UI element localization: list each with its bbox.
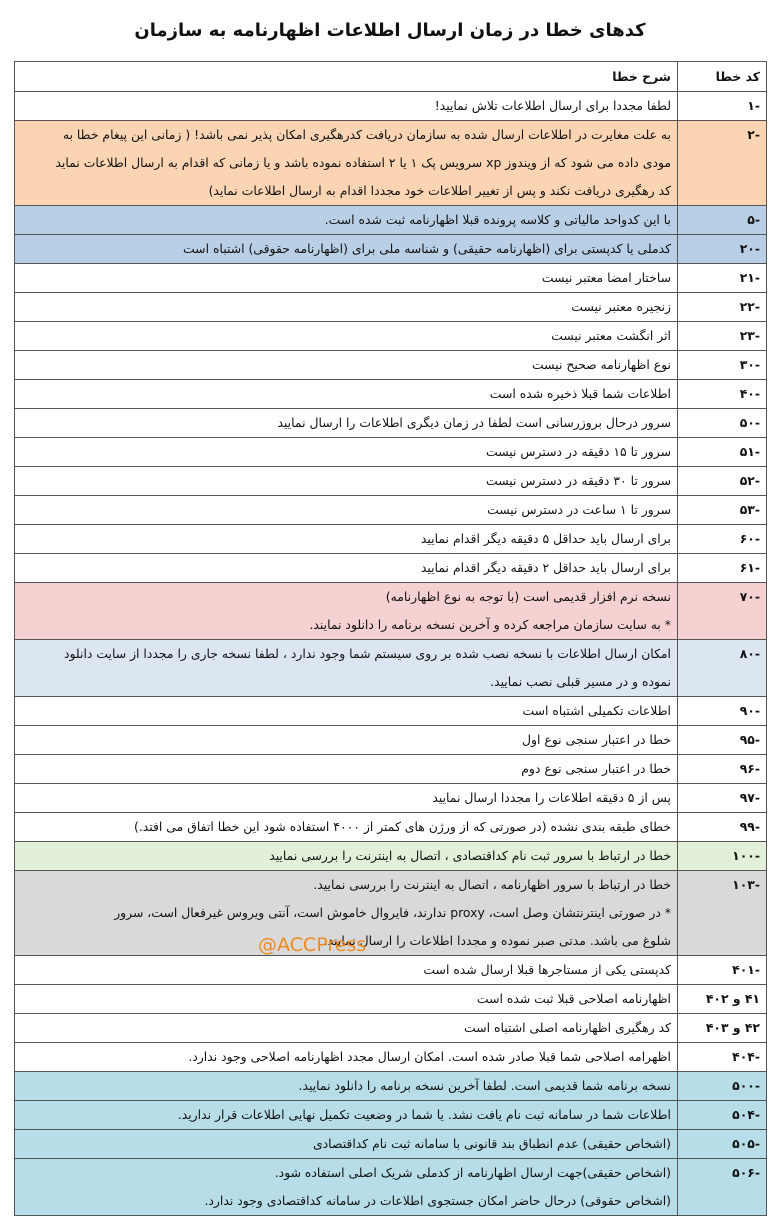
- error-code-cell: -۷۰: [678, 583, 767, 640]
- error-description-cell: [15, 380, 678, 409]
- error-codes-table: [14, 61, 767, 1216]
- description-line: کد رهگیری دریافت نکند و پس از تغییر اطلاعات خود مجددا اقدام به ارسال اطلاعات نماید): [208, 183, 671, 198]
- page-title: کدهای خطا در زمان ارسال اطلاعات اظهارنامه به سازمان: [134, 19, 646, 41]
- error-code-cell: ۴۱ و ۴۰۲: [678, 985, 767, 1014]
- description-line: نسخه نرم افزار قدیمی است (با توجه به نوع اظهارنامه): [385, 589, 671, 604]
- description-line: خطای طبقه بندی نشده (در صورتی که از ورژن های کمتر از ۴۰۰۰ استفاده شود این خطا اتفاق می افتد.): [133, 819, 671, 834]
- description-line: امکان ارسال اطلاعات با نسخه نصب شده بر روی سیستم شما وجود ندارد ، لطفا نسخه جاری را مجددا از سایت دانلود: [63, 646, 671, 661]
- description-line: اطلاعات شما در سامانه ثبت نام یافت نشد. یا شما در وضعیت تکمیل نهایی اطلاعات قرار ندارید.: [177, 1107, 671, 1122]
- error-code-cell: -۹۶: [678, 755, 767, 784]
- description-line: (اشخاص حقیقی) عدم انطباق بند قانونی با سامانه ثبت نام کداقتصادی: [312, 1136, 671, 1151]
- table-row: [15, 121, 767, 206]
- description-line: با این کدواحد مالیاتی و کلاسه پرونده قبلا اظهارنامه ثبت شده است.: [324, 212, 671, 227]
- error-description-cell: [15, 755, 678, 784]
- description-line: برای ارسال باید حداقل ۲ دقیقه دیگر اقدام نمایید: [420, 560, 671, 575]
- description-line: خطا در اعتبار سنجی نوع اول: [522, 732, 671, 747]
- error-description-cell: [15, 525, 678, 554]
- description-line: زنجیره معتبر نیست: [571, 299, 671, 314]
- error-code-cell: -۱: [678, 92, 767, 121]
- description-line: خطا در اعتبار سنجی نوع دوم: [521, 761, 671, 776]
- error-description-cell: [15, 842, 678, 871]
- table-row: [15, 640, 767, 697]
- table-header-row: [15, 62, 767, 92]
- table-row: [15, 842, 767, 871]
- table-row: [15, 784, 767, 813]
- table-row: [15, 697, 767, 726]
- table-row: [15, 755, 767, 784]
- error-code-cell: -۵۰۴: [678, 1101, 767, 1130]
- description-line: اظهرامه اصلاحی شما قبلا صادر شده است. امکان ارسال مجدد اظهارنامه اصلاحی وجود ندارد.: [188, 1049, 671, 1064]
- description-line: اثر انگشت معتبر نیست: [551, 328, 671, 343]
- error-code-cell: -۹۵: [678, 726, 767, 755]
- table-row: [15, 1043, 767, 1072]
- table-row: [15, 583, 767, 640]
- error-description-cell: [15, 1072, 678, 1101]
- description-line: * به سایت سازمان مراجعه کرده و آخرین نسخه برنامه را دانلود نمایند.: [309, 617, 671, 632]
- table-row: [15, 985, 767, 1014]
- error-description-cell: [15, 554, 678, 583]
- error-code-cell: -۹۰: [678, 697, 767, 726]
- error-code-cell: -۲: [678, 121, 767, 206]
- error-code-cell: -۶۰: [678, 525, 767, 554]
- table-row: [15, 1159, 767, 1216]
- error-description-cell: [15, 121, 678, 206]
- error-description-cell: [15, 264, 678, 293]
- description-line: خطا در ارتباط با سرور ثبت نام کداقتصادی ، اتصال به اینترنت را بررسی نمایید: [269, 848, 671, 863]
- table-row: [15, 322, 767, 351]
- error-code-cell: -۵۱: [678, 438, 767, 467]
- table-row: [15, 1072, 767, 1101]
- error-code-cell: -۴۰: [678, 380, 767, 409]
- error-description-cell: [15, 956, 678, 985]
- error-description-cell: [15, 293, 678, 322]
- description-line: سرور تا ۱ ساعت در دسترس نیست: [487, 502, 671, 517]
- error-description-cell: [15, 813, 678, 842]
- error-code-cell: -۱۰۰: [678, 842, 767, 871]
- error-code-cell: -۴۰۴: [678, 1043, 767, 1072]
- error-description-cell: [15, 467, 678, 496]
- error-code-cell: -۹۷: [678, 784, 767, 813]
- error-description-cell: [15, 726, 678, 755]
- description-line: کد رهگیری اظهارنامه اصلی اشتباه است: [464, 1020, 671, 1035]
- error-description-cell: [15, 206, 678, 235]
- error-code-cell: -۳۰: [678, 351, 767, 380]
- error-description-cell: [15, 697, 678, 726]
- description-line: سرور تا ۳۰ دقیقه در دسترس نیست: [486, 473, 671, 488]
- error-code-cell: -۹۹: [678, 813, 767, 842]
- description-line: ساختار امضا معتبر نیست: [541, 270, 671, 285]
- table-row: [15, 956, 767, 985]
- error-code-cell: -۴۰۱: [678, 956, 767, 985]
- description-line: برای ارسال باید حداقل ۵ دقیقه دیگر اقدام نمایید: [420, 531, 671, 546]
- error-description-cell: [15, 438, 678, 467]
- error-code-cell: ۴۲ و ۴۰۳: [678, 1014, 767, 1043]
- error-description-cell: [15, 1130, 678, 1159]
- table-row: [15, 1014, 767, 1043]
- description-line: * در صورتی اینترنتشان وصل است، proxy ندارند، فایروال خاموش است، آنتی ویروس غیرفعال است، سرور: [114, 905, 671, 920]
- description-line: سرور درحال بروزرسانی است لطفا در زمان دیگری اطلاعات را ارسال نمایید: [277, 415, 671, 430]
- description-line: نموده و در مسیر قبلی نصب نمایید.: [490, 674, 671, 689]
- error-code-cell: -۱۰۳: [678, 871, 767, 956]
- table-row: [15, 438, 767, 467]
- table-row: [15, 351, 767, 380]
- description-line: کدملی یا کدپستی برای (اظهارنامه حقیقی) و شناسه ملی برای (اظهارنامه حقوقی) اشتباه است: [183, 241, 671, 256]
- table-row: [15, 1130, 767, 1159]
- table-row: [15, 264, 767, 293]
- description-line: پس از ۵ دقیقه اطلاعات را مجددا ارسال نمایید: [432, 790, 671, 805]
- table-row: [15, 813, 767, 842]
- description-line: کدپستی یکی از مستاجرها قبلا ارسال شده است: [423, 962, 671, 977]
- error-code-cell: -۵: [678, 206, 767, 235]
- error-code-cell: -۲۱: [678, 264, 767, 293]
- description-line: مودی داده می شود که از ویندوز xp سرویس پک ۱ یا ۲ استفاده نموده باشد و یا زمانی که اقدام به ارسال اطلاعات نماید: [55, 155, 671, 170]
- error-description-cell: [15, 985, 678, 1014]
- error-code-cell: -۵۰۵: [678, 1130, 767, 1159]
- error-description-cell: [15, 351, 678, 380]
- table-row: [15, 206, 767, 235]
- description-line: خطا در ارتباط با سرور اظهارنامه ، اتصال به اینترنت را بررسی نمایید.: [313, 877, 671, 892]
- description-line: شلوغ می باشد. مدتی صبر نموده و مجددا اطلاعات را ارسال نمایند.: [323, 933, 671, 948]
- description-line: اطلاعات شما قبلا ذخیره شده است: [489, 386, 671, 401]
- table-row: [15, 92, 767, 121]
- error-description-cell: [15, 1159, 678, 1216]
- error-code-cell: -۸۰: [678, 640, 767, 697]
- table-row: [15, 409, 767, 438]
- error-code-cell: -۶۱: [678, 554, 767, 583]
- description-line: (اشخاص حقوقی) درحال حاضر امکان جستجوی اطلاعات در سامانه کداقتصادی وجود ندارد.: [204, 1193, 671, 1208]
- description-line: اطلاعات تکمیلی اشتباه است: [522, 703, 671, 718]
- error-code-cell: -۲۲: [678, 293, 767, 322]
- description-line: نوع اظهارنامه صحیح نیست: [531, 357, 671, 372]
- table-row: [15, 496, 767, 525]
- error-code-cell: -۵۰: [678, 409, 767, 438]
- table-row: [15, 1101, 767, 1130]
- watermark-text: @ACCPress: [258, 934, 367, 956]
- table-row: [15, 293, 767, 322]
- error-description-cell: [15, 1014, 678, 1043]
- error-description-cell: [15, 640, 678, 697]
- error-description-cell: [15, 235, 678, 264]
- table-row: [15, 726, 767, 755]
- error-description-cell: [15, 496, 678, 525]
- description-line: لطفا مجددا برای ارسال اطلاعات تلاش نمایید!: [434, 98, 671, 113]
- error-description-cell: [15, 92, 678, 121]
- error-description-cell: [15, 322, 678, 351]
- description-line: سرور تا ۱۵ دقیقه در دسترس نیست: [486, 444, 671, 459]
- description-line: به علت مغایرت در اطلاعات ارسال شده به سازمان دریافت کدرهگیری امکان پذیر نمی باشد! ( زمانی این پیغام خطا به: [62, 127, 671, 142]
- table-row: [15, 235, 767, 264]
- error-description-cell: [15, 1043, 678, 1072]
- table-row: [15, 380, 767, 409]
- description-line: اظهارنامه اصلاحی قبلا ثبت شده است: [476, 991, 671, 1006]
- error-code-cell: -۲۳: [678, 322, 767, 351]
- error-description-cell: [15, 784, 678, 813]
- error-description-cell: [15, 409, 678, 438]
- table-row: [15, 871, 767, 956]
- table-row: [15, 525, 767, 554]
- table-row: [15, 467, 767, 496]
- description-line: نسخه برنامه شما قدیمی است. لطفا آخرین نسخه برنامه را دانلود نمایید.: [298, 1078, 671, 1093]
- table-row: [15, 554, 767, 583]
- error-code-cell: -۵۳: [678, 496, 767, 525]
- description-line: (اشخاص حقیقی)جهت ارسال اظهارنامه از کدملی شریک اصلی استفاده شود.: [274, 1165, 671, 1180]
- error-code-cell: -۵۰۰: [678, 1072, 767, 1101]
- header-code: کد خطا: [678, 62, 767, 92]
- header-description: شرح خطا: [15, 62, 678, 92]
- error-code-cell: -۵۲: [678, 467, 767, 496]
- error-description-cell: [15, 1101, 678, 1130]
- error-code-cell: -۵۰۶: [678, 1159, 767, 1216]
- error-description-cell: [15, 583, 678, 640]
- error-code-cell: -۲۰: [678, 235, 767, 264]
- table-body: [15, 92, 767, 1216]
